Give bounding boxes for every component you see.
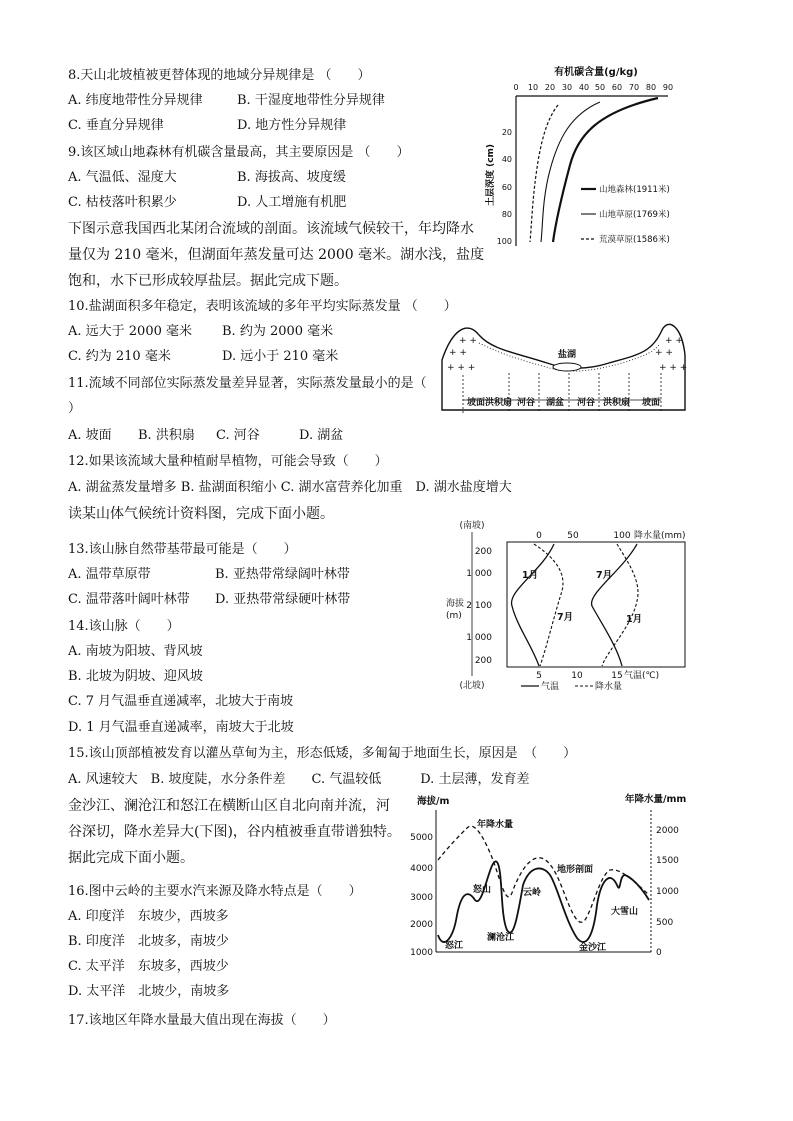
plus-mark: + +	[459, 336, 477, 346]
fig3-jan-precip	[534, 544, 563, 666]
fig4-left-tick: 4000	[410, 864, 433, 874]
fig3-legend-temp: 气温	[541, 682, 560, 692]
fig2-zone-label: 河谷	[577, 398, 596, 408]
fig3-jan-temp	[512, 544, 554, 666]
q8-option-d[interactable]: D. 地方性分异规律	[237, 118, 347, 133]
fig1-legend-label: 山地草原(1769米)	[599, 210, 670, 220]
fig4-left-tick: 2000	[410, 920, 433, 930]
fig3-south-label: (南坡)	[459, 521, 485, 531]
q8-option-a[interactable]: A. 纬度地带性分异规律	[68, 93, 203, 108]
fig4-place: 怒山	[473, 885, 492, 895]
fig1-legend-label: 荒漠草原(1586米)	[599, 235, 670, 245]
q13-option-c[interactable]: C. 温带落叶阔叶林带	[68, 592, 190, 607]
fig3-ytick: 1 000	[466, 633, 492, 643]
fig3-ytick: 200	[474, 547, 492, 557]
q11-stem-paren: ）	[68, 401, 82, 416]
fig2-zone-label: 坡面	[467, 398, 486, 408]
fig3-ylabel-unit: (m)	[446, 611, 462, 621]
q12-stem: 12.如果该流域大量种植耐旱植物，可能会导致（ ）	[68, 454, 388, 469]
plus-mark: + + +	[447, 363, 476, 373]
fig1-curve-grassland	[541, 102, 600, 242]
fig2-zone-label: 湖盆	[546, 398, 565, 408]
intro2: 读某山体气候统计资料图，完成下面小题。	[68, 506, 334, 522]
fig4-right-ticks	[656, 826, 679, 958]
q12-options[interactable]: A. 湖盆蒸发量增多 B. 盐湖面积缩小 C. 湖水富营养化加重 D. 湖水盐度增大	[68, 480, 512, 495]
fig3-ytick: 2 100	[466, 601, 492, 611]
fig3-month-label: 1月	[522, 570, 539, 581]
fig2-salt-lake	[553, 363, 581, 371]
q10-option-b[interactable]: B. 约为 2000 毫米	[222, 324, 334, 339]
q9-option-c[interactable]: C. 枯枝落叶积累少	[68, 195, 177, 210]
fig1-ylabel: 土层深度 (cm)	[486, 143, 496, 207]
fig1-xtick: 90	[662, 83, 674, 92]
fig3-precip-tick: 0	[536, 531, 542, 541]
q10-stem: 10.盐湖面积多年稳定，表明该流域的多年平均实际蒸发量 （ ）	[68, 299, 457, 314]
q8-stem: 8.天山北坡植被更替体现的地域分异规律是 （ ）	[68, 68, 371, 83]
fig1-title: 有机碳含量(g/kg)	[554, 67, 638, 78]
q9-option-d[interactable]: D. 人工增施有机肥	[237, 195, 347, 210]
fig3-temp-label: 气温(℃)	[624, 671, 660, 681]
fig3-temp-ticks	[536, 671, 623, 681]
fig4-place: 怒江	[445, 941, 464, 951]
figure-basin-profile	[437, 315, 687, 425]
fig4-left-ticks	[410, 833, 433, 958]
fig1-xtick: 0	[513, 83, 519, 92]
fig4-right-tick: 2000	[656, 826, 679, 836]
q8-option-c[interactable]: C. 垂直分异规律	[68, 118, 164, 133]
q11-option-c[interactable]: C. 河谷	[216, 428, 260, 443]
q9-stem: 9.该区域山地森林有机碳含量最高，其主要原因是 （ ）	[68, 145, 410, 160]
fig1-ytick: 20	[501, 128, 512, 137]
q11-option-d[interactable]: D. 湖盆	[299, 428, 344, 443]
fig3-month-label: 1月	[626, 614, 643, 625]
fig3-frame	[507, 542, 685, 667]
q14-option-a[interactable]: A. 南坡为阳坡、背风坡	[68, 644, 203, 659]
q10-option-d[interactable]: D. 远小于 210 毫米	[222, 349, 339, 364]
fig4-place-labels	[445, 883, 638, 953]
fig1-curve-forest	[553, 98, 658, 242]
fig3-ylabel: 海拔	[446, 599, 465, 609]
fig1-xtick: 80	[645, 83, 657, 92]
fig3-temp-tick: 10	[571, 671, 583, 681]
q16-option-d[interactable]: D. 太平洋 北坡少，南坡多	[68, 984, 230, 999]
fig3-month-labels	[522, 570, 642, 625]
fig4-right-tick: 0	[656, 948, 662, 958]
fig3-precip-tick: 100	[613, 531, 631, 541]
fig2-zone-label: 河谷	[517, 398, 536, 408]
q16-option-c[interactable]: C. 太平洋 东坡多，西坡少	[68, 959, 229, 974]
q13-option-a[interactable]: A. 温带草原带	[68, 567, 151, 582]
fig3-precip-tick: 50	[567, 531, 579, 541]
intro3-line2: 谷深切，降水差异大(下图)，谷内植被垂直带谱独特。	[68, 824, 401, 840]
fig4-place: 金沙江	[579, 943, 607, 953]
fig1-xtick: 40	[578, 83, 590, 92]
plus-mark: + +	[449, 348, 467, 358]
fig1-xtick: 50	[594, 83, 606, 92]
q14-option-b[interactable]: B. 北坡为阴坡、迎风坡	[68, 669, 203, 684]
fig1-xtick: 10	[527, 83, 539, 92]
fig4-left-tick: 5000	[410, 833, 433, 843]
q16-option-b[interactable]: B. 印度洋 北坡多，南坡少	[68, 934, 229, 949]
intro3-line3: 据此完成下面小题。	[68, 850, 194, 866]
q10-option-c[interactable]: C. 约为 210 毫米	[68, 349, 171, 364]
q13-option-b[interactable]: B. 亚热带常绿阔叶林带	[215, 567, 350, 582]
q11-stem: 11.流域不同部位实际蒸发量差异显著，实际蒸发量最小的是（	[68, 376, 427, 391]
fig1-yticks	[497, 128, 512, 246]
plus-mark: + +	[665, 336, 683, 346]
fig1-legend	[581, 184, 670, 245]
q13-stem: 13.该山脉自然带基带最可能是（ ）	[68, 542, 297, 557]
fig3-precip-label: 降水量(mm)	[634, 531, 686, 541]
fig2-lake-label: 盐湖	[558, 350, 577, 360]
fig3-month-label: 7月	[557, 612, 574, 623]
q11-option-a[interactable]: A. 坡面	[68, 428, 112, 443]
q10-option-a[interactable]: A. 远大于 2000 毫米	[68, 324, 193, 339]
fig4-right-tick: 1000	[656, 887, 679, 897]
q8-option-b[interactable]: B. 干湿度地带性分异规律	[237, 93, 385, 108]
q9-option-b[interactable]: B. 海拔高、坡度缓	[237, 170, 346, 185]
fig4-left-tick: 1000	[410, 948, 433, 958]
fig4-terrain-line	[438, 861, 649, 942]
q16-option-a[interactable]: A. 印度洋 东坡少，西坡多	[68, 909, 229, 924]
fig1-ytick: 60	[501, 183, 512, 192]
fig4-precip-label: 年降水量	[477, 820, 514, 830]
fig2-zone-label: 洪积扇	[603, 398, 631, 408]
fig4-place: 云岭	[523, 888, 542, 898]
intro1-line1: 下图示意我国西北某闭合流域的剖面。该流域气候较干，年均降水	[68, 221, 474, 237]
fig4-right-tick: 500	[656, 918, 674, 928]
fig1-xtick: 70	[628, 83, 640, 92]
fig1-curve-desert-steppe	[530, 105, 558, 242]
figure-organic-carbon	[478, 60, 678, 255]
fig3-legend-precip: 降水量	[595, 682, 623, 692]
fig3-temp-tick: 15	[611, 671, 623, 681]
intro1-line2: 量仅为 210 毫米，但湖面年蒸发量可达 2000 毫米。湖水浅，盐度	[68, 247, 485, 263]
fig1-xtick: 60	[611, 83, 623, 92]
intro3-line1: 金沙江、澜沧江和怒江在横断山区自北向南并流，河	[68, 798, 390, 814]
fig1-ytick: 100	[496, 237, 512, 246]
fig2-zone-label: 洪积扇	[485, 398, 513, 408]
fig3-precip-ticks	[536, 531, 631, 541]
fig4-left-axis-label: 海拔/m	[417, 796, 450, 807]
q15-options[interactable]: A. 风速较大 B. 坡度陡，水分条件差 C. 气温较低 D. 土层薄，发育差	[68, 772, 530, 787]
figure-hengduan-profile	[405, 790, 695, 960]
fig4-place: 大雪山	[611, 907, 639, 917]
q17-stem: 17.该地区年降水量最大值出现在海拔（ ）	[68, 1013, 336, 1028]
q14-stem: 14.该山脉（ ）	[68, 619, 180, 634]
plus-mark: + + +	[659, 363, 687, 373]
fig3-temp-tick: 5	[536, 671, 542, 681]
fig4-right-axis-label: 年降水量/mm	[625, 794, 687, 805]
fig1-xtick: 30	[561, 83, 573, 92]
plus-mark: + +	[655, 348, 673, 358]
fig1-ytick: 80	[501, 210, 512, 219]
fig3-month-label: 7月	[596, 570, 613, 581]
fig4-terrain-label: 地形剖面	[557, 865, 594, 875]
q16-stem: 16.图中云岭的主要水汽来源及降水特点是（ ）	[68, 884, 362, 899]
q9-option-a[interactable]: A. 气温低、湿度大	[68, 170, 177, 185]
fig3-ytick: 1 000	[466, 569, 492, 579]
fig4-left-tick: 3000	[410, 893, 433, 903]
fig3-yticks	[466, 547, 492, 666]
q11-option-b[interactable]: B. 洪积扇	[138, 428, 195, 443]
fig3-jul-precip	[602, 544, 638, 666]
fig4-place: 澜沧江	[487, 933, 515, 943]
fig3-north-label: (北坡)	[459, 681, 485, 691]
fig3-jul-temp	[592, 544, 637, 666]
intro1-line3: 饱和，水下已形成较厚盐层。据此完成下题。	[68, 273, 348, 289]
q14-option-c[interactable]: C. 7 月气温垂直递减率，北坡大于南坡	[68, 694, 294, 709]
fig2-zone-label: 坡面	[642, 398, 661, 408]
fig4-right-tick: 1500	[656, 856, 679, 866]
fig3-ytick: 200	[474, 656, 492, 666]
fig1-xticks	[513, 83, 673, 92]
fig1-xtick: 20	[544, 83, 556, 92]
q15-stem: 15.该山顶部植被发育以灌丛草甸为主，形态低矮，多匍匐于地面生长，原因是 （ ）	[68, 746, 577, 761]
q14-option-d[interactable]: D. 1 月气温垂直递减率，南坡大于北坡	[68, 720, 294, 735]
fig1-legend-label: 山地森林(1911米)	[599, 185, 670, 195]
figure-mountain-climate	[442, 516, 692, 696]
q13-option-d[interactable]: D. 亚热带常绿硬叶林带	[215, 592, 351, 607]
fig1-ytick: 40	[501, 155, 512, 164]
